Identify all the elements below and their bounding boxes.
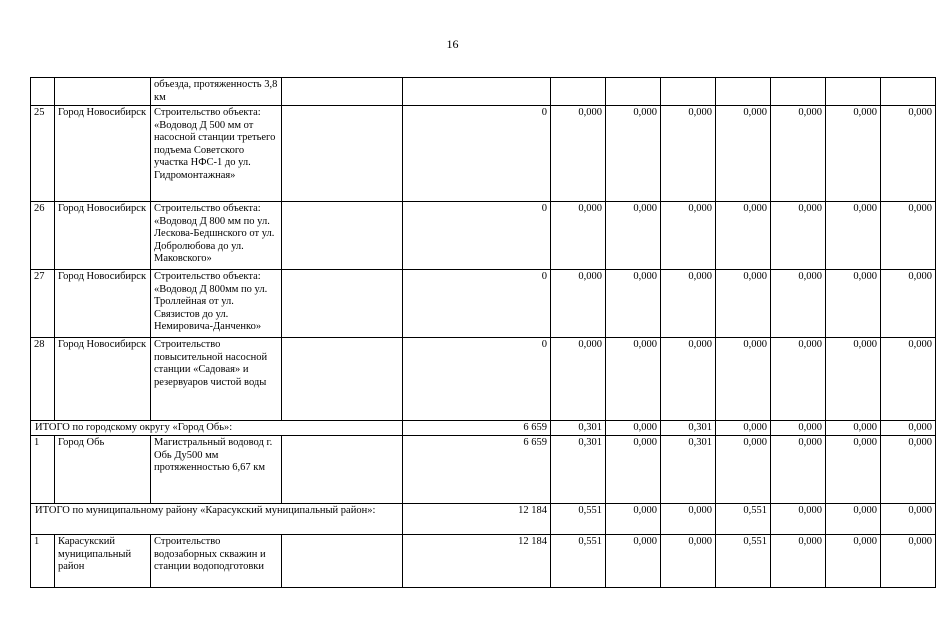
value-cell: 0,000: [881, 504, 936, 535]
value-cell: 0,000: [606, 270, 661, 338]
projects-table: [30, 77, 936, 588]
value-cell: 0,000: [606, 106, 661, 202]
value-cell: 0,000: [881, 338, 936, 421]
object-cell: Строительство объекта: «Водовод Д 800 мм по ул. Лескова-Бедшнского от ул. Добролюбова до ул. Маковского»: [151, 202, 282, 270]
subtotal-row: [31, 421, 936, 436]
value-cell: 0,000: [881, 436, 936, 504]
value-cell: 0,000: [606, 202, 661, 270]
value-cell: 0,000: [606, 436, 661, 504]
value-cell: 0,551: [551, 504, 606, 535]
total-cost-cell: 12 184: [403, 535, 551, 588]
value-cell: 0,000: [771, 270, 826, 338]
value-cell: 0,000: [881, 106, 936, 202]
subtotal-label-cell: ИТОГО по муниципальному району «Карасукский муниципальный район»:: [31, 504, 403, 535]
object-cell: Магистральный водовод г. Обь Ду500 мм протяженностью 6,67 км: [151, 436, 282, 504]
table-row: [31, 270, 936, 338]
value-cell: 0,000: [606, 504, 661, 535]
row-number-cell: 28: [31, 338, 55, 421]
value-cell: 0,000: [661, 338, 716, 421]
spacer-cell: [282, 535, 403, 588]
value-cell: 0,000: [881, 535, 936, 588]
value-cell: 0,000: [826, 504, 881, 535]
table-row: [31, 338, 936, 421]
value-cell: 0,000: [606, 535, 661, 588]
value-cell: 0,000: [826, 106, 881, 202]
value-cell: 0,301: [551, 421, 606, 436]
value-cell: 0,000: [716, 338, 771, 421]
value-cell: 0,000: [881, 421, 936, 436]
value-cell: 0,000: [826, 436, 881, 504]
municipality-cell: [55, 78, 151, 106]
row-number-cell: 1: [31, 436, 55, 504]
value-cell: 0,000: [661, 202, 716, 270]
total-cost-cell: 6 659: [403, 436, 551, 504]
value-cell: 0,301: [661, 421, 716, 436]
value-cell: 0,000: [716, 421, 771, 436]
value-cell: 0,000: [881, 270, 936, 338]
value-cell: 0,000: [606, 338, 661, 421]
value-cell: 0,000: [661, 270, 716, 338]
spacer-cell: [282, 436, 403, 504]
value-cell: 0,000: [826, 270, 881, 338]
value-cell: 0,551: [716, 504, 771, 535]
value-cell: [551, 78, 606, 106]
value-cell: 0,000: [771, 504, 826, 535]
row-number-cell: 27: [31, 270, 55, 338]
value-cell: 0,000: [716, 202, 771, 270]
value-cell: 0,000: [771, 338, 826, 421]
total-cost-cell: 0: [403, 106, 551, 202]
row-number-cell: [31, 78, 55, 106]
total-cost-cell: [403, 78, 551, 106]
value-cell: 0,000: [881, 202, 936, 270]
spacer-cell: [282, 338, 403, 421]
value-cell: 0,000: [716, 106, 771, 202]
value-cell: 0,000: [661, 504, 716, 535]
value-cell: 0,000: [826, 421, 881, 436]
municipality-cell: Город Новосибирск: [55, 106, 151, 202]
subtotal-label-cell: ИТОГО по городскому округу «Город Обь»:: [31, 421, 403, 436]
spacer-cell: [282, 202, 403, 270]
total-cost-cell: 0: [403, 338, 551, 421]
value-cell: 0,551: [551, 535, 606, 588]
row-number-cell: 25: [31, 106, 55, 202]
table-row: [31, 106, 936, 202]
page-number: 16: [446, 37, 459, 51]
value-cell: 0,551: [716, 535, 771, 588]
total-cost-cell: 0: [403, 202, 551, 270]
value-cell: [826, 78, 881, 106]
value-cell: 0,000: [771, 535, 826, 588]
municipality-cell: Карасукский муниципальный район: [55, 535, 151, 588]
table-row: [31, 535, 936, 588]
value-cell: 0,301: [661, 436, 716, 504]
table-row: [31, 202, 936, 270]
total-cost-cell: 12 184: [403, 504, 551, 535]
municipality-cell: Город Новосибирск: [55, 338, 151, 421]
object-cell: объезда, протяженность 3,8 км: [151, 78, 282, 106]
value-cell: 0,000: [551, 202, 606, 270]
value-cell: 0,000: [826, 338, 881, 421]
value-cell: 0,000: [826, 535, 881, 588]
value-cell: 0,000: [771, 106, 826, 202]
object-cell: Строительство объекта: «Водовод Д 500 мм от насосной станции третьего подъема Советского участка НФС-1 до ул. Гидромонтажная»: [151, 106, 282, 202]
municipality-cell: Город Обь: [55, 436, 151, 504]
value-cell: 0,301: [551, 436, 606, 504]
object-cell: Строительство водозаборных скважин и станции водоподготовки: [151, 535, 282, 588]
table-row: [31, 436, 936, 504]
value-cell: 0,000: [661, 535, 716, 588]
subtotal-row: [31, 504, 936, 535]
value-cell: 0,000: [661, 106, 716, 202]
value-cell: [881, 78, 936, 106]
value-cell: 0,000: [826, 202, 881, 270]
total-cost-cell: 6 659: [403, 421, 551, 436]
table-row: [31, 78, 936, 106]
row-number-cell: 1: [31, 535, 55, 588]
value-cell: 0,000: [771, 436, 826, 504]
value-cell: [606, 78, 661, 106]
value-cell: 0,000: [716, 436, 771, 504]
value-cell: 0,000: [771, 202, 826, 270]
spacer-cell: [282, 270, 403, 338]
spacer-cell: [282, 106, 403, 202]
value-cell: [771, 78, 826, 106]
spacer-cell: [282, 78, 403, 106]
object-cell: Строительство объекта: «Водовод Д 800мм по ул. Троллейная от ул. Связистов до ул. Немировича-Данченко»: [151, 270, 282, 338]
municipality-cell: Город Новосибирск: [55, 270, 151, 338]
object-cell: Строительство повысительной насосной станции «Садовая» и резервуаров чистой воды: [151, 338, 282, 421]
municipality-cell: Город Новосибирск: [55, 202, 151, 270]
value-cell: 0,000: [551, 106, 606, 202]
value-cell: 0,000: [606, 421, 661, 436]
value-cell: 0,000: [716, 270, 771, 338]
value-cell: 0,000: [551, 338, 606, 421]
value-cell: [716, 78, 771, 106]
value-cell: 0,000: [551, 270, 606, 338]
row-number-cell: 26: [31, 202, 55, 270]
value-cell: [661, 78, 716, 106]
value-cell: 0,000: [771, 421, 826, 436]
total-cost-cell: 0: [403, 270, 551, 338]
